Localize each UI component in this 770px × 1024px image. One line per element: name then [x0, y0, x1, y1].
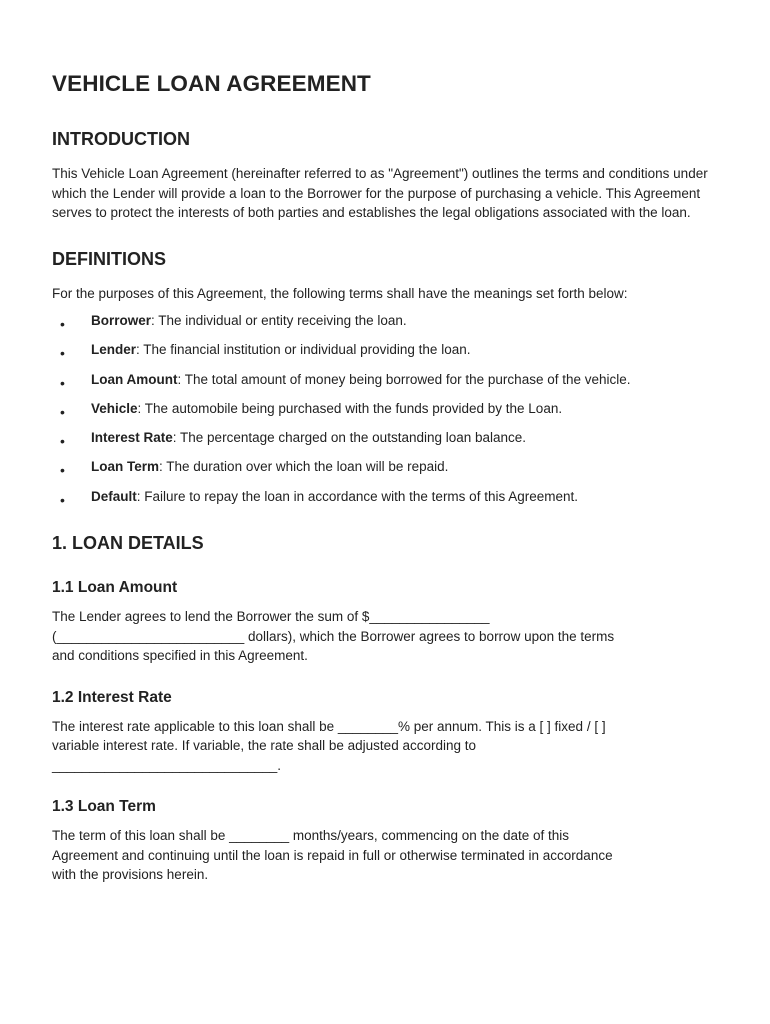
- definition-term: Borrower: [91, 313, 152, 328]
- definition-text: : The total amount of money being borrowed for the purchase of the vehicle.: [177, 371, 631, 387]
- definitions-heading: DEFINITIONS: [52, 248, 167, 269]
- loan-amount-line-2: (_________________________ dollars), which the Borrower agrees to borrow upon the terms: [52, 628, 615, 644]
- definitions-section: [52, 247, 718, 517]
- loan-term-line-1: The term of this loan shall be ________ months/years, commencing on the date of this: [52, 828, 570, 844]
- loan-term-body: [52, 826, 718, 885]
- definitions-intro: For the purposes of this Agreement, the following terms shall have the meanings set forth below:: [52, 285, 628, 301]
- interest-rate-line-3: ______________________________.: [52, 757, 281, 773]
- definition-term: Loan Term: [91, 459, 160, 475]
- definition-item-interest-rate: [52, 428, 718, 457]
- loan-term-heading: 1.3 Loan Term: [52, 798, 156, 816]
- definition-item-lender: [52, 340, 718, 369]
- definition-item-loan-term: [52, 457, 718, 486]
- interest-rate-line-2: variable interest rate. If variable, the rate shall be adjusted according to: [52, 738, 476, 754]
- definitions-list: [52, 311, 718, 516]
- loan-amount-heading: 1.1 Loan Amount: [52, 579, 178, 597]
- definition-text: : Failure to repay the loan in accordance with the terms of this Agreement.: [136, 488, 578, 504]
- loan-term-line-3: with the provisions herein.: [52, 867, 209, 883]
- interest-rate-subsection: [52, 688, 718, 776]
- loan-details-heading: 1. LOAN DETAILS: [52, 533, 204, 554]
- introduction-section: [52, 127, 718, 223]
- bullet-icon: •: [60, 403, 65, 420]
- bullet-icon: •: [60, 462, 65, 479]
- definition-term: Interest Rate: [91, 430, 173, 446]
- introduction-body: This Vehicle Loan Agreement (hereinafter referred to as "Agreement") outlines the terms and conditions under which the Lender will provide a loan to the Borrower for the purpose of purchasing a vehicle. This Agreement serves to protect the interests of both parties and establishes the legal obligations associated with the loan.: [52, 166, 708, 220]
- definition-item-loan-amount: [52, 370, 718, 399]
- bullet-icon: •: [60, 374, 65, 391]
- definition-text: : The financial institution or individual providing the loan.: [136, 342, 471, 358]
- loan-amount-body: [52, 607, 718, 666]
- definition-text: : The percentage charged on the outstanding loan balance.: [172, 430, 527, 446]
- definition-item-vehicle: [52, 399, 718, 428]
- definition-item-borrower: [52, 311, 718, 340]
- definition-term: Vehicle: [91, 400, 138, 416]
- bullet-icon: •: [60, 433, 65, 450]
- interest-rate-heading: 1.2 Interest Rate: [52, 688, 172, 706]
- interest-rate-line-1: The interest rate applicable to this loan shall be ________% per annum. This is a [ ] fixed / [ ]: [52, 718, 606, 734]
- interest-rate-body: [52, 717, 718, 776]
- definition-text: : The individual or entity receiving the loan.: [151, 313, 407, 328]
- bullet-icon: •: [60, 316, 65, 332]
- loan-amount-line-1: The Lender agrees to lend the Borrower the sum of $________________: [52, 609, 490, 625]
- introduction-heading: INTRODUCTION: [52, 129, 190, 149]
- definition-term: Lender: [91, 342, 137, 358]
- loan-term-line-2: Agreement and continuing until the loan is repaid in full or otherwise terminated in accordance: [52, 847, 613, 863]
- bullet-icon: •: [60, 491, 65, 508]
- definition-term: Default: [91, 488, 137, 504]
- loan-amount-line-3: and conditions specified in this Agreement.: [52, 648, 308, 664]
- loan-amount-subsection: [52, 578, 718, 666]
- definition-text: : The automobile being purchased with the funds provided by the Loan.: [137, 400, 563, 416]
- bullet-icon: •: [60, 345, 65, 362]
- definition-item-default: [52, 487, 718, 516]
- definition-text: : The duration over which the loan will be repaid.: [159, 459, 449, 475]
- document-title: VEHICLE LOAN AGREEMENT: [52, 71, 371, 96]
- definition-term: Loan Amount: [91, 371, 178, 387]
- loan-term-subsection: [52, 797, 718, 885]
- loan-details-section: [52, 531, 718, 885]
